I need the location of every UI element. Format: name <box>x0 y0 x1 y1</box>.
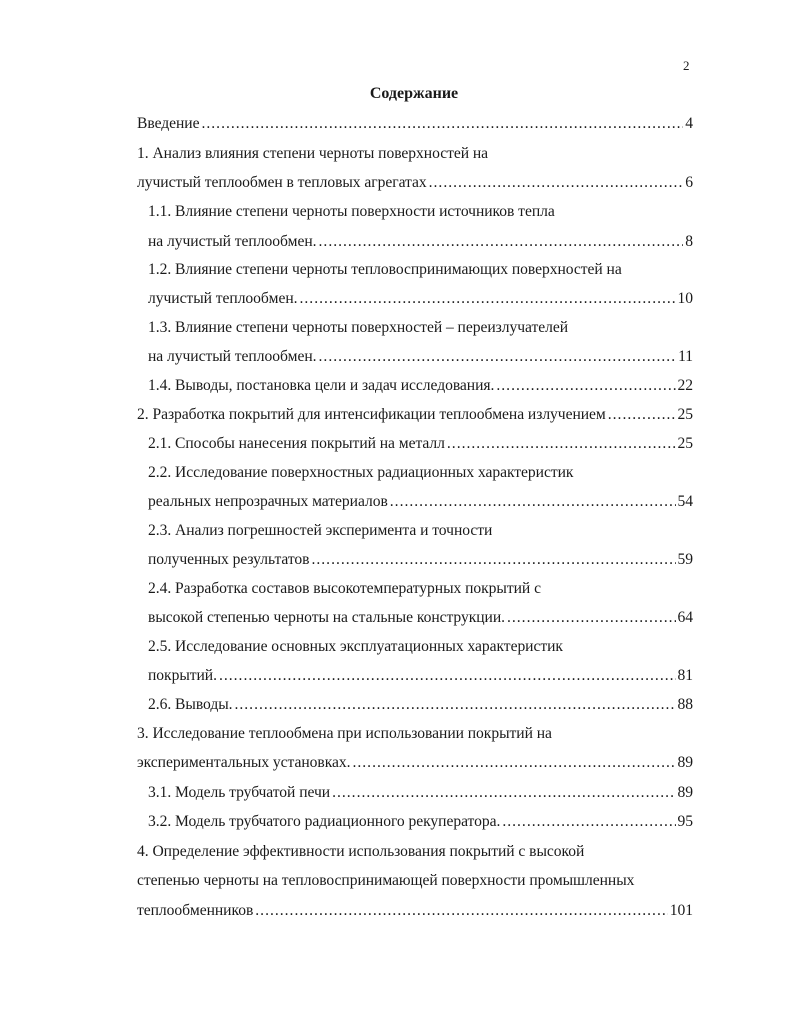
toc-entry-1-1-line1[interactable]: 1.1. Влияние степени черноты поверхности источников тепла <box>148 203 555 220</box>
toc-entry-text: 2. Разработка покрытий для интенсификации теплообмена излучением <box>137 406 606 423</box>
toc-entry-page: 10 <box>677 290 693 307</box>
toc-entry-text: 3.1. Модель трубчатой печи <box>148 784 331 801</box>
toc-entry-page: 6 <box>685 174 693 191</box>
dot-leader <box>496 375 675 397</box>
toc-entry-1-line1[interactable]: 1. Анализ влияния степени черноты поверхностей на <box>137 145 489 162</box>
toc-entry-page: 22 <box>677 377 693 394</box>
toc-entry-2-1[interactable] <box>148 433 693 455</box>
toc-entry-page: 101 <box>669 902 693 919</box>
toc-entry-2-2-line1[interactable]: 2.2. Исследование поверхностных радиационных характеристик <box>148 464 574 481</box>
toc-entry-text: на лучистый теплообмен. <box>148 233 317 250</box>
toc-entry-3-1[interactable] <box>148 782 693 804</box>
toc-entry-text: лучистый теплообмен в тепловых агрегатах <box>137 174 427 191</box>
toc-entry-page: 88 <box>677 696 693 713</box>
toc-entry-page: 11 <box>678 348 693 365</box>
dot-leader <box>311 549 675 571</box>
toc-entry-text: 3.2. Модель трубчатого радиационного рекуператора. <box>148 813 501 830</box>
dot-leader <box>300 288 676 310</box>
toc-entry-2-3-line1[interactable]: 2.3. Анализ погрешностей эксперимента и точности <box>148 522 493 539</box>
dot-leader <box>390 491 676 513</box>
toc-entry-page: 59 <box>677 551 693 568</box>
toc-entry-3[interactable] <box>137 752 693 774</box>
toc-entry-4-line2[interactable]: степенью черноты на тепловоспринимающей поверхности промышленных <box>137 872 635 889</box>
toc-entry-1-3-line1[interactable]: 1.3. Влияние степени черноты поверхностей – переизлучателей <box>148 319 569 336</box>
toc-entry-2-2[interactable] <box>148 491 693 513</box>
toc-entry-text: покрытий. <box>148 667 217 684</box>
dot-leader <box>219 665 676 687</box>
toc-entry-page: 54 <box>677 493 693 510</box>
toc-entry-1-2-line1[interactable]: 1.2. Влияние степени черноты тепловоспринимающих поверхностей на <box>148 261 622 278</box>
toc-entry-1-1[interactable] <box>148 231 693 253</box>
toc-entry-3-line1[interactable]: 3. Исследование теплообмена при использовании покрытий на <box>137 725 552 742</box>
dot-leader <box>255 900 667 922</box>
toc-entry-1-3[interactable] <box>148 346 693 368</box>
page-number: 2 <box>683 58 690 73</box>
toc-entry-1-2[interactable] <box>148 288 693 310</box>
toc-entry-text: Введение <box>137 115 200 132</box>
toc-entry-text: 2.1. Способы нанесения покрытий на металл <box>148 435 445 452</box>
dot-leader <box>332 782 675 804</box>
toc-entry-text: полученных результатов <box>148 551 310 568</box>
toc-entry-text: 2.6. Выводы. <box>148 696 233 713</box>
dot-leader <box>234 694 675 716</box>
toc-entry-page: 25 <box>677 406 693 423</box>
toc-entry-text: лучистый теплообмен. <box>148 290 298 307</box>
toc-entry-2-4-line1[interactable]: 2.4. Разработка составов высокотемпературных покрытий с <box>148 580 541 597</box>
toc-entry-text: 1.4. Выводы, постановка цели и задач исследования. <box>148 377 495 394</box>
toc-entry-page: 81 <box>677 667 693 684</box>
toc-entry-2-5[interactable] <box>148 665 693 687</box>
toc-entry-page: 25 <box>677 435 693 452</box>
toc-entry-text: высокой степенью черноты на стальные конструкции. <box>148 609 505 626</box>
toc-entry-4-line1[interactable]: 4. Определение эффективности использования покрытий с высокой <box>137 843 585 860</box>
toc-entry-2[interactable] <box>137 404 693 426</box>
toc-entry-2-6[interactable] <box>148 694 693 716</box>
toc-entry-text: экспериментальных установках. <box>137 754 351 771</box>
toc-entry-page: 64 <box>677 609 693 626</box>
page-title: Содержание <box>369 85 459 102</box>
toc-entry-2-4[interactable] <box>148 607 693 629</box>
toc-entry-page: 4 <box>685 115 693 132</box>
toc-entry-3-2[interactable] <box>148 811 693 833</box>
dot-leader <box>507 607 676 629</box>
toc-entry-1-4[interactable] <box>148 375 693 397</box>
dot-leader <box>608 404 676 426</box>
toc-entry-text: реальных непрозрачных материалов <box>148 493 388 510</box>
dot-leader <box>447 433 676 455</box>
dot-leader <box>429 172 684 194</box>
dot-leader <box>502 811 675 833</box>
toc-entry-page: 89 <box>677 754 693 771</box>
toc-entry-intro[interactable] <box>137 113 693 135</box>
toc-entry-text: на лучистый теплообмен. <box>148 348 317 365</box>
toc-entry-4[interactable] <box>137 900 693 922</box>
toc-entry-text: теплообменников <box>137 902 254 919</box>
toc-entry-1[interactable] <box>137 172 693 194</box>
dot-leader <box>319 346 677 368</box>
dot-leader <box>352 752 675 774</box>
dot-leader <box>319 231 684 253</box>
toc-entry-page: 95 <box>677 813 693 830</box>
dot-leader <box>201 113 683 135</box>
toc-entry-2-5-line1[interactable]: 2.5. Исследование основных эксплуатационных характеристик <box>148 638 563 655</box>
toc-entry-page: 8 <box>685 233 693 250</box>
toc-entry-2-3[interactable] <box>148 549 693 571</box>
toc-entry-page: 89 <box>677 784 693 801</box>
